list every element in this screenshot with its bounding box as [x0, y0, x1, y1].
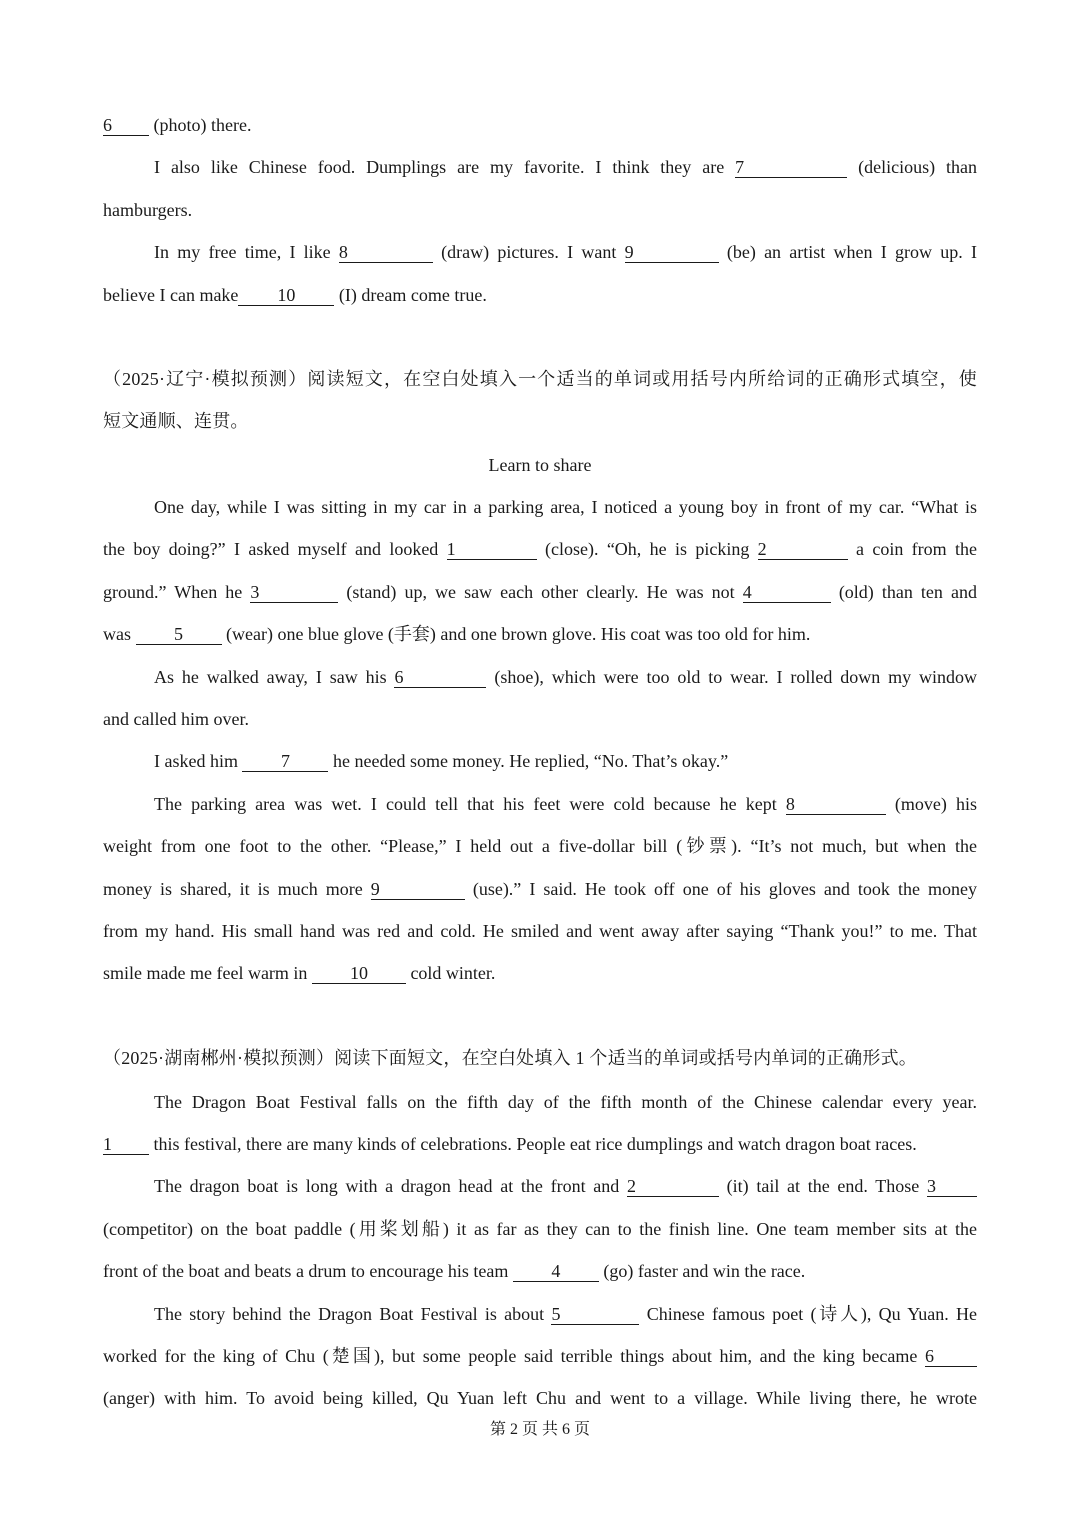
blank-3: 3	[250, 582, 338, 603]
blank-9: 9	[371, 879, 465, 900]
text: cold winter.	[405, 963, 496, 983]
blank-8: 8	[339, 242, 433, 263]
text: I asked him	[154, 751, 243, 771]
text: (old) than ten and	[830, 582, 977, 602]
text: smile made me feel warm in	[103, 963, 312, 983]
text: (be) an artist when I grow up. I	[718, 242, 977, 262]
blank-6: 6	[925, 1346, 977, 1367]
text: (delicious) than	[847, 157, 978, 177]
blank-5: 5	[136, 624, 222, 645]
text: The story behind the Dragon Boat Festival is about	[154, 1304, 552, 1324]
s2-line-12	[103, 961, 977, 985]
p1-line-5	[103, 283, 977, 307]
text: (it) tail at the end. Those	[718, 1176, 927, 1196]
section3-instruction: （2025·湖南郴州·模拟预测）阅读下面短文，在空白处填入 1 个适当的单词或括号内单词的正确形式。	[103, 1048, 917, 1068]
text: (draw) pictures. I want	[432, 242, 625, 262]
text: the boy doing?” I asked myself and looked	[103, 539, 447, 559]
s3-line-7	[103, 1344, 977, 1368]
text: In my free time, I like	[154, 242, 339, 262]
blank-8: 8	[786, 794, 886, 815]
blank-1: 1	[103, 1134, 149, 1155]
text: Chinese famous poet (诗人), Qu Yuan. He	[639, 1304, 978, 1324]
blank-6: 6	[394, 667, 486, 688]
blank-10: 10	[238, 285, 334, 306]
text: he needed some money. He replied, “No. That’s okay.”	[328, 751, 729, 771]
s2-line-4	[103, 622, 977, 646]
blank-2: 2	[627, 1176, 719, 1197]
text: (close). “Oh, he is picking	[536, 539, 758, 559]
page-footer: 第 2 页 共 6 页	[489, 1421, 590, 1438]
s2-line-9: weight from one foot to the other. “Please,” I held out a five-dollar bill (钞票). “It’s not much, but when the	[103, 836, 977, 856]
blank-7: 7	[242, 751, 328, 772]
s3-line-6	[154, 1302, 977, 1326]
text: money is shared, it is much more	[103, 879, 371, 899]
p1-line-1	[103, 113, 977, 137]
p1-line-2	[154, 155, 977, 179]
text: worked for the king of Chu (楚国), but some people said terrible things about him, and the king became	[103, 1346, 925, 1366]
blank-4: 4	[513, 1261, 599, 1282]
p1-line-3: hamburgers.	[103, 200, 193, 220]
s2-line-11: from my hand. His small hand was red and cold. He smiled and went away after saying “Thank you!” to me. That	[103, 921, 977, 941]
s3-line-5	[103, 1259, 977, 1283]
section2-instruction-2: 短文通顺、连贯。	[103, 411, 249, 431]
s3-line-2	[103, 1132, 977, 1156]
text: As he walked away, I saw his	[154, 667, 395, 687]
text: (I) dream come true.	[334, 285, 487, 305]
blank-2: 2	[758, 539, 848, 560]
text: (move) his	[885, 794, 978, 814]
text: a coin from the	[847, 539, 977, 559]
s2-line-6: and called him over.	[103, 709, 249, 729]
blank-4: 4	[743, 582, 831, 603]
s3-line-4: (competitor) on the boat paddle (用桨划船) it as far as they can to the finish line. One team member sits at the	[103, 1219, 977, 1239]
text: ground.” When he	[103, 582, 251, 602]
text: (wear) one blue glove (手套) and one brown glove. His coat was too old for him.	[221, 624, 811, 644]
text: was	[103, 624, 136, 644]
s2-line-7	[154, 749, 977, 773]
s3-line-1: The Dragon Boat Festival falls on the fifth day of the fifth month of the Chinese calendar every year.	[154, 1092, 977, 1112]
s2-line-1: One day, while I was sitting in my car in a parking area, I noticed a young boy in front of my car. “What is	[154, 497, 977, 517]
s3-line-3	[154, 1174, 977, 1198]
text: this festival, there are many kinds of celebrations. People eat rice dumplings and watch dragon boat races.	[149, 1134, 917, 1154]
blank-10: 10	[312, 963, 406, 984]
blank-7: 7	[735, 157, 847, 178]
text: (use).” I said. He took off one of his gloves and took the money	[464, 879, 977, 899]
text: (shoe), which were too old to wear. I rolled down my window	[486, 667, 977, 687]
blank-5: 5	[551, 1304, 639, 1325]
blank-1: 1	[447, 539, 537, 560]
blank-3: 3	[927, 1176, 977, 1197]
text: (stand) up, we saw each other clearly. He was not	[338, 582, 743, 602]
text: believe I can make	[103, 285, 239, 305]
text: The parking area was wet. I could tell that his feet were cold because he kept	[154, 794, 786, 814]
section2-instruction-1: （2025·辽宁·模拟预测）阅读短文，在空白处填入一个适当的单词或用括号内所给词的正确形式填空，使	[103, 369, 977, 389]
text: I also like Chinese food. Dumplings are my favorite. I think they are	[154, 157, 736, 177]
p1-line-4	[154, 240, 977, 264]
text: front of the boat and beats a drum to encourage his team	[103, 1261, 513, 1281]
s2-line-10	[103, 877, 977, 901]
section2-title: Learn to share	[488, 455, 592, 475]
s2-line-8	[154, 792, 977, 816]
blank-6: 6	[103, 115, 149, 136]
s2-line-5	[154, 665, 977, 689]
text: The dragon boat is long with a dragon head at the front and	[154, 1176, 627, 1196]
blank-9: 9	[625, 242, 719, 263]
text: (go) faster and win the race.	[598, 1261, 806, 1281]
s2-line-3	[103, 580, 977, 604]
text: (photo) there.	[149, 115, 252, 135]
s2-line-2	[103, 537, 977, 561]
s3-line-8: (anger) with him. To avoid being killed, Qu Yuan left Chu and went to a village. While living there, he wrote	[103, 1388, 977, 1408]
